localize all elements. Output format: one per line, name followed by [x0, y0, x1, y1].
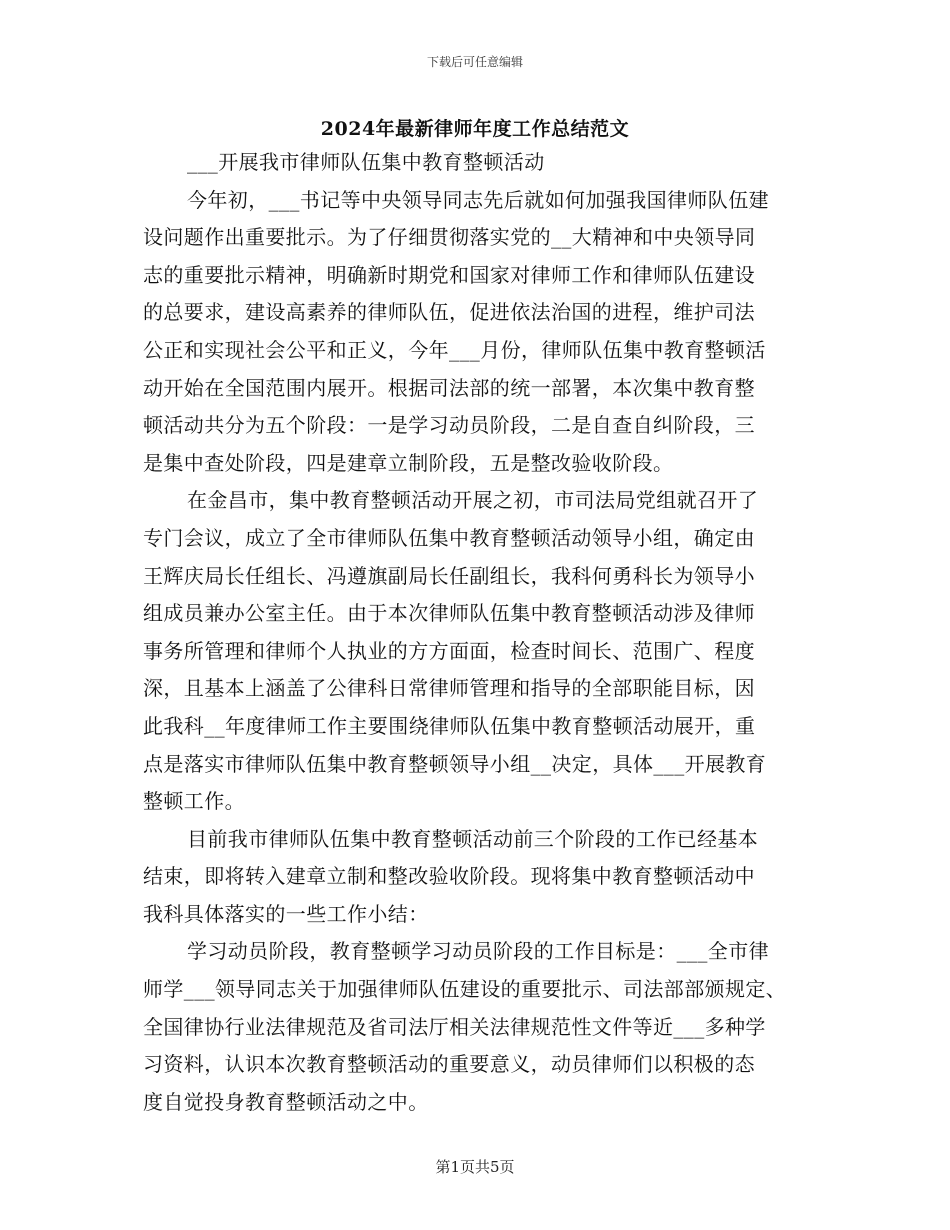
paragraph-line: 深，且基本上涵盖了公律科日常律师管理和指导的全部职能目标，因: [143, 676, 755, 701]
paragraph-line: 学习动员阶段，教育整顿学习动员阶段的工作目标是：___全市律: [187, 939, 769, 964]
paragraph-line: 师学___领导同志关于加强律师队伍建设的重要批示、司法部部颁规定、: [143, 977, 787, 1002]
document-title: 2024年最新律师年度工作总结范文: [320, 118, 630, 140]
paragraph-line: 目前我市律师队伍集中教育整顿活动前三个阶段的工作已经基本: [187, 826, 759, 851]
header-note: 下载后可任意编辑: [426, 55, 523, 69]
paragraph-line: 的总要求，建设高素养的律师队伍，促进依法治国的进程，维护司法: [143, 300, 755, 325]
paragraph-line: 组成员兼办公室主任。由于本次律师队伍集中教育整顿活动涉及律师: [143, 601, 755, 626]
paragraph-line: 整顿工作。: [143, 789, 245, 814]
paragraph-line: 点是落实市律师队伍集中教育整顿领导小组__决定，具体___开展教育: [143, 751, 767, 776]
paragraph-line: 今年初，___书记等中央领导同志先后就如何加强我国律师队伍建: [187, 187, 769, 212]
paragraph-line: 全国律协行业法律规范及省司法厅相关法律规范性文件等近___多种学: [143, 1014, 766, 1039]
paragraph-line: 王辉庆局长任组长、冯遵旗副局长任副组长，我科何勇科长为领导小: [143, 563, 755, 588]
document-body: [143, 144, 819, 1121]
section-heading: ___开展我市律师队伍集中教育整顿活动: [187, 150, 545, 174]
paragraph-line: 顿活动共分为五个阶段：一是学习动员阶段，二是自查自纠阶段，三: [143, 413, 755, 438]
paragraph-line: 志的重要批示精神，明确新时期党和国家对律师工作和律师队伍建设: [143, 262, 755, 287]
page-number-footer: 第1页共5页: [435, 1158, 515, 1176]
paragraph-line: 习资料，认识本次教育整顿活动的重要意义，动员律师们以积极的态: [143, 1052, 755, 1077]
paragraph-line: 是集中查处阶段，四是建章立制阶段，五是整改验收阶段。: [143, 450, 674, 475]
paragraph-line: 结束，即将转入建章立制和整改验收阶段。现将集中教育整顿活动中: [143, 864, 755, 889]
paragraph-line: 专门会议，成立了全市律师队伍集中教育整顿活动领导小组，确定由: [143, 525, 755, 550]
paragraph-line: 此我科__年度律师工作主要围绕律师队伍集中教育整顿活动展开，重: [143, 713, 756, 738]
paragraph-line: 我科具体落实的一些工作小结：: [143, 901, 429, 926]
paragraph-line: 度自觉投身教育整顿活动之中。: [143, 1089, 429, 1114]
paragraph-line: 公正和实现社会公平和正义，今年___月份，律师队伍集中教育整顿活: [143, 337, 766, 362]
paragraph-line: 在金昌市，集中教育整顿活动开展之初，市司法局党组就召开了: [187, 488, 759, 513]
paragraph-line: 动开始在全国范围内展开。根据司法部的统一部署，本次集中教育整: [143, 375, 755, 400]
paragraph-line: 设问题作出重要批示。为了仔细贯彻落实党的__大精神和中央领导同: [143, 225, 756, 250]
paragraph-line: 事务所管理和律师个人执业的方方面面，检查时间长、范围广、程度: [143, 638, 755, 663]
